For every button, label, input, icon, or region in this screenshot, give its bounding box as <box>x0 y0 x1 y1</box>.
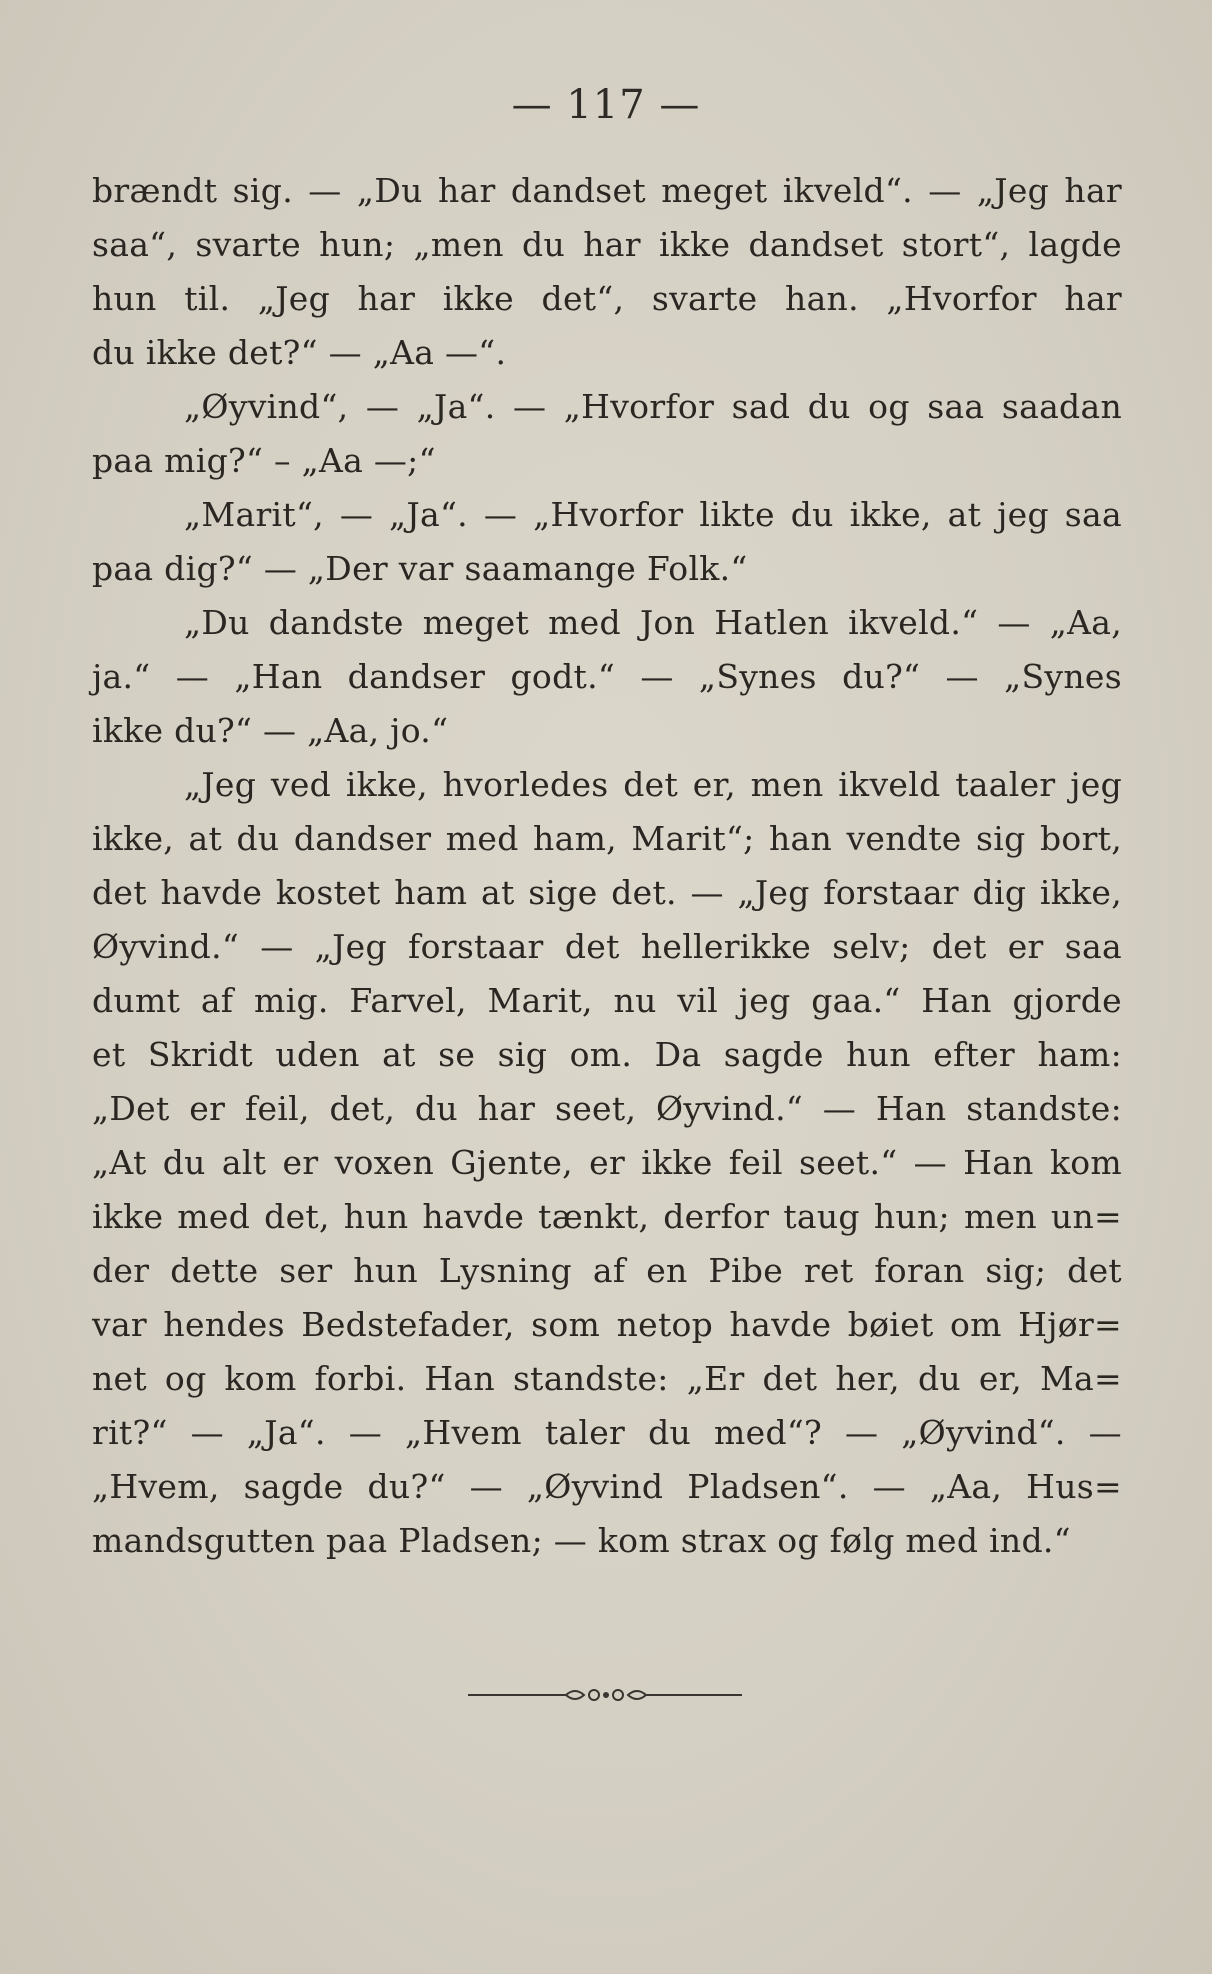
text-line: paa mig?“ – „Aa —;“ <box>92 441 436 480</box>
text-line: ikke, at du dandser med ham, Marit“; han vendte sig bort, <box>92 819 1122 858</box>
text-line: mandsgutten paa Pladsen; — kom strax og følg med ind.“ <box>92 1521 1071 1560</box>
text-line: hun til. „Jeg har ikke det“, svarte han. „Hvorfor har <box>92 279 1122 318</box>
text-line: du ikke det?“ — „Aa —“. <box>92 333 507 372</box>
text-line: ikke med det, hun havde tænkt, derfor taug hun; men un= <box>92 1197 1122 1236</box>
text-line: „Du dandste meget med Jon Hatlen ikveld.“ — „Aa, <box>184 603 1122 642</box>
text-line: der dette ser hun Lysning af en Pibe ret foran sig; det <box>92 1251 1122 1290</box>
text-line: rit?“ — „Ja“. — „Hvem taler du med“? — „Øyvind“. — <box>92 1413 1122 1452</box>
page-number: — 117 — <box>511 82 701 128</box>
text-line: det havde kostet ham at sige det. — „Jeg forstaar dig ikke, <box>92 873 1122 912</box>
body-text <box>92 164 1122 1568</box>
text-line: et Skridt uden at se sig om. Da sagde hun efter ham: <box>92 1035 1122 1074</box>
text-line: brændt sig. — „Du har dandset meget ikveld“. — „Jeg har <box>92 171 1122 210</box>
text-line: paa dig?“ — „Der var saamange Folk.“ <box>92 549 748 588</box>
text-line: „Det er feil, det, du har seet, Øyvind.“ — Han standste: <box>92 1089 1122 1128</box>
text-line: „Jeg ved ikke, hvorledes det er, men ikveld taaler jeg <box>184 765 1122 804</box>
text-line: saa“, svarte hun; „men du har ikke dandset stort“, lagde <box>92 225 1122 264</box>
text-line: ja.“ — „Han dandser godt.“ — „Synes du?“ — „Synes <box>92 657 1122 696</box>
section-divider-ornament <box>0 1680 1212 1710</box>
text-line: ikke du?“ — „Aa, jo.“ <box>92 711 449 750</box>
text-line: „Øyvind“, — „Ja“. — „Hvorfor sad du og saa saadan <box>184 387 1122 426</box>
text-line: „Marit“, — „Ja“. — „Hvorfor likte du ikke, at jeg saa <box>184 495 1122 534</box>
text-line: net og kom forbi. Han standste: „Er det her, du er, Ma= <box>92 1359 1122 1398</box>
text-line: var hendes Bedstefader, som netop havde bøiet om Hjør= <box>92 1305 1122 1344</box>
text-line: Øyvind.“ — „Jeg forstaar det hellerikke selv; det er saa <box>92 927 1122 966</box>
text-line: dumt af mig. Farvel, Marit, nu vil jeg gaa.“ Han gjorde <box>92 981 1122 1020</box>
text-line: „At du alt er voxen Gjente, er ikke feil seet.“ — Han kom <box>92 1143 1122 1182</box>
text-line: „Hvem, sagde du?“ — „Øyvind Pladsen“. — „Aa, Hus= <box>92 1467 1122 1506</box>
